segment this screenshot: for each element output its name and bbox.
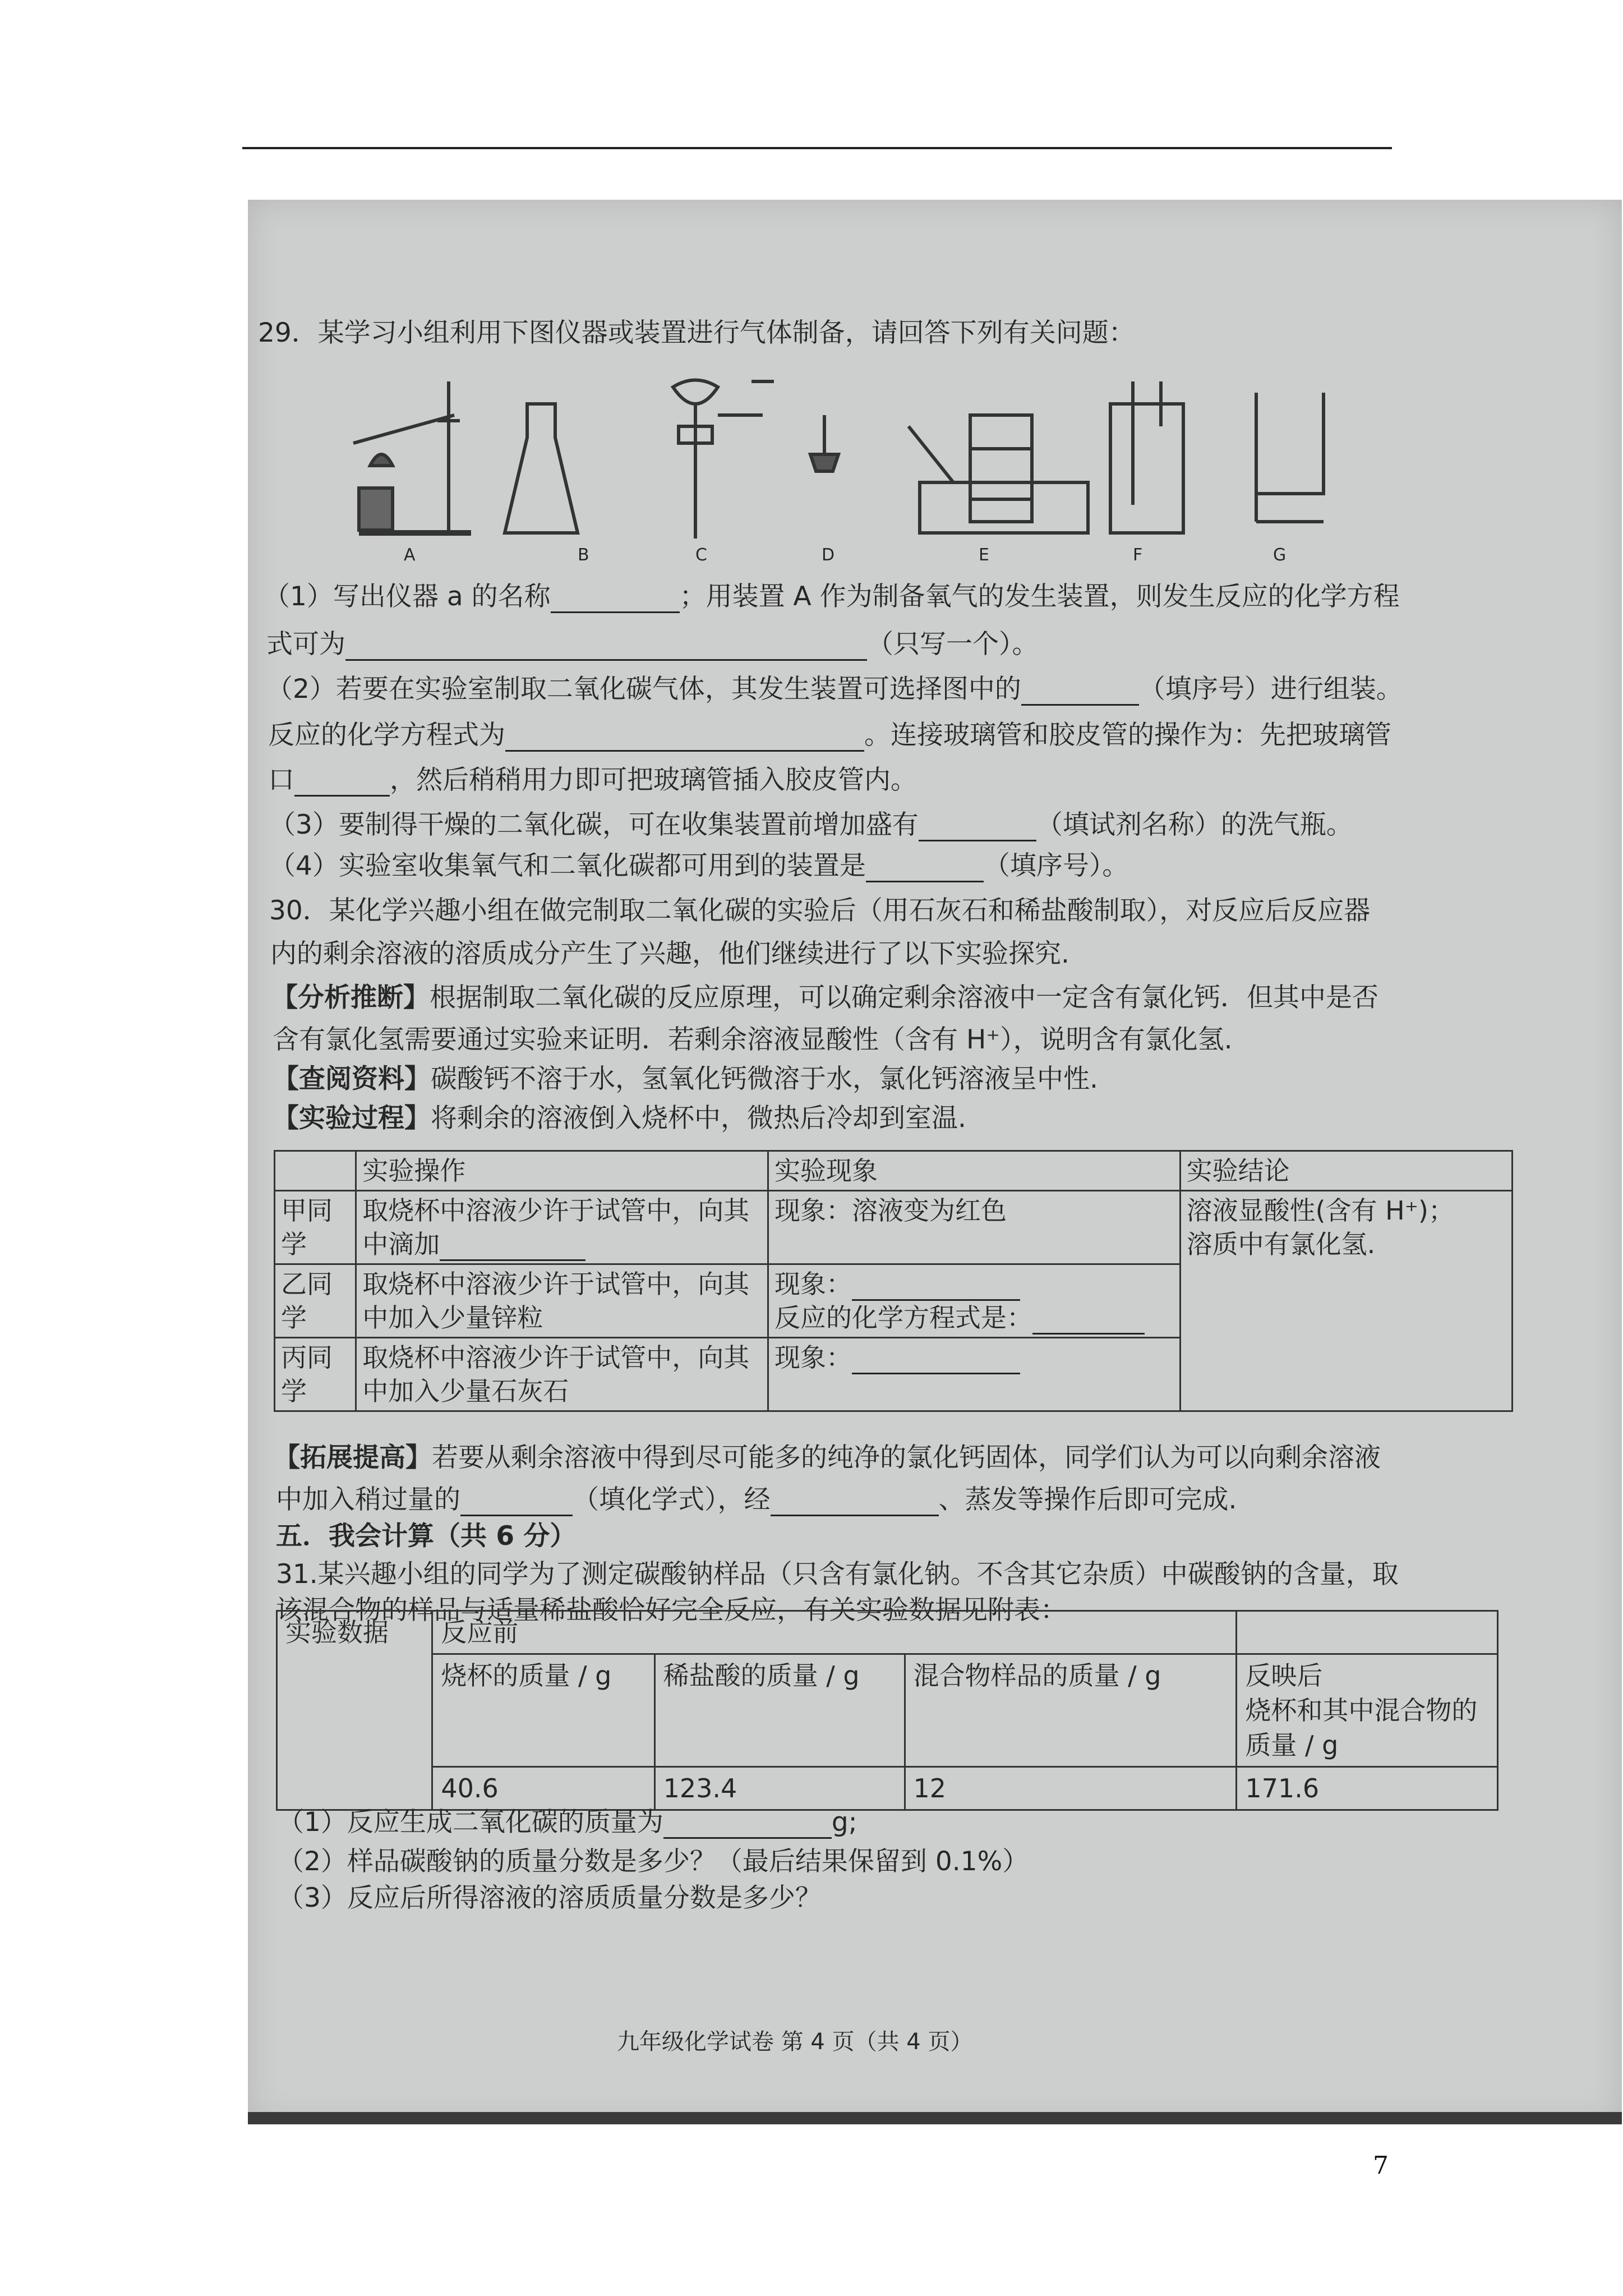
- label-d: D: [822, 545, 835, 565]
- header-before: 反应前: [432, 1611, 1237, 1654]
- q29-part3: （3）要制得干燥的二氧化碳，可在收集装置前增加盛有 （填试剂名称）的洗气瓶。: [269, 809, 1353, 840]
- table-header-row: [275, 1151, 1513, 1191]
- blank-collect-device[interactable]: [866, 856, 984, 882]
- header-rule: [242, 147, 1392, 149]
- q30-line1: 30．某化学兴趣小组在做完制取二氧化碳的实验后（用石灰石和稀盐酸制取），对反应后反应器: [269, 895, 1371, 926]
- apparatus-e: [909, 415, 1088, 533]
- q29-part4: （4）实验室收集氧气和二氧化碳都可用到的装置是 （填序号）。: [269, 850, 1129, 881]
- q29-part2-line3: 口 ，然后稍稍用力即可把玻璃管插入胶皮管内。: [268, 765, 917, 795]
- blank-co2-mass[interactable]: [663, 1812, 832, 1839]
- blank-co2-device[interactable]: [1021, 679, 1139, 706]
- apparatus-f: [1110, 381, 1183, 533]
- label-c: C: [695, 545, 707, 565]
- blank-instrument-a[interactable]: [551, 587, 680, 613]
- table-row: [277, 1767, 1498, 1810]
- label-f: F: [1133, 545, 1143, 565]
- exam-footer: 九年级化学试卷 第 4 页（共 4 页）: [617, 2029, 973, 2055]
- q29-part2-line2: 反应的化学方程式为 。连接玻璃管和胶皮管的操作为：先把玻璃管: [268, 720, 1391, 751]
- table-corner: [275, 1151, 356, 1191]
- student-bing: 丙同学: [275, 1338, 356, 1411]
- header-after-spacer: [1237, 1611, 1498, 1654]
- q30-procedure: 【实验过程】将剩余的溶液倒入烧杯中，微热后冷却到室温.: [273, 1103, 966, 1134]
- blank-tube-operation[interactable]: [294, 770, 390, 797]
- table-row: [277, 1611, 1498, 1654]
- blank-zinc-equation[interactable]: [1032, 1308, 1145, 1335]
- col-hcl-mass: 稀盐酸的质量 / g: [654, 1654, 905, 1767]
- apparatus-b: [505, 404, 578, 533]
- value-after-mass: 171.6: [1237, 1767, 1498, 1810]
- label-g: G: [1273, 545, 1287, 565]
- q29-part1-line2: 式可为 （只写一个）。: [266, 629, 1039, 660]
- phenomenon-jia: 现象：溶液变为红色: [768, 1191, 1180, 1264]
- value-sample-mass: 12: [905, 1767, 1237, 1810]
- operation-jia: 取烧杯中溶液少许于试管中，向其 中滴加: [356, 1191, 768, 1264]
- blank-equation-co2[interactable]: [505, 725, 864, 752]
- label-e: E: [979, 545, 989, 565]
- q29-part2-line1: （2）若要在实验室制取二氧化碳气体，其发生装置可选择图中的 （填序号）进行组装。: [266, 674, 1403, 705]
- photo-edge: [248, 2112, 1622, 2124]
- q30-extension-line1: 【拓展提高】若要从剩余溶液中得到尽可能多的纯净的氯化钙固体，同学们认为可以向剩余溶液: [274, 1442, 1381, 1473]
- data-table: [276, 1610, 1498, 1811]
- q31-sub3: （3）反应后所得溶液的溶质质量分数是多少？: [278, 1883, 822, 1913]
- header-phenomenon: 实验现象: [768, 1151, 1180, 1191]
- table-row: [277, 1654, 1498, 1767]
- q30-analysis-line1: 【分析推断】根据制取二氧化碳的反应原理，可以确定剩余溶液中一定含有氯化钙．但其中是否: [271, 982, 1378, 1013]
- blank-indicator[interactable]: [440, 1235, 585, 1261]
- blank-equation-o2[interactable]: [345, 634, 867, 661]
- blank-drying-reagent[interactable]: [919, 815, 1036, 841]
- q30-analysis-line2: 含有氯化氢需要通过实验来证明．若剩余溶液显酸性（含有 H⁺），说明含有氯化氢.: [273, 1024, 1233, 1055]
- section-5-title: 五．我会计算（共 6 分）: [276, 1521, 577, 1552]
- q30-reference: 【查阅资料】碳酸钙不溶于水，氢氧化钙微溶于水，氯化钙溶液呈中性.: [273, 1064, 1098, 1094]
- value-beaker-mass: 40.6: [432, 1767, 654, 1810]
- header-conclusion: 实验结论: [1180, 1151, 1512, 1191]
- col-after: 反映后 烧杯和其中混合物的质量 / g: [1237, 1654, 1498, 1767]
- row-label-data: 实验数据: [277, 1611, 432, 1810]
- apparatus-d: [810, 415, 838, 471]
- label-a: A: [404, 545, 416, 565]
- experiment-table: [274, 1150, 1513, 1412]
- q30-line2: 内的剩余溶液的溶质成分产生了兴趣，他们继续进行了以下实验探究.: [270, 938, 1069, 969]
- q31-line1: 31.某兴趣小组的同学为了测定碳酸钠样品（只含有氯化钠。不含其它杂质）中碳酸钠的含量，取: [276, 1559, 1399, 1590]
- blank-formula[interactable]: [460, 1490, 573, 1516]
- operation-bing: 取烧杯中溶液少许于试管中，向其 中加入少量石灰石: [356, 1338, 768, 1411]
- phenomenon-bing: 现象：: [768, 1338, 1180, 1411]
- col-sample-mass: 混合物样品的质量 / g: [905, 1654, 1237, 1767]
- blank-zinc-phenomenon[interactable]: [852, 1274, 1020, 1301]
- operation-yi: 取烧杯中溶液少许于试管中，向其 中加入少量锌粒: [356, 1264, 768, 1338]
- q29-intro: 29．某学习小组利用下图仪器或装置进行气体制备，请回答下列有关问题：: [258, 318, 1135, 348]
- q30-extension-line2: 中加入稍过量的 （填化学式），经 、蒸发等操作后即可完成.: [276, 1484, 1237, 1515]
- apparatus-diagram: [336, 370, 1346, 572]
- phenomenon-yi: 现象： 反应的化学方程式是：: [768, 1264, 1180, 1338]
- conclusion-cell: 溶液显酸性(含有 H⁺)； 溶质中有氯化氢.: [1180, 1191, 1512, 1411]
- table-row: [275, 1191, 1513, 1264]
- value-hcl-mass: 123.4: [654, 1767, 905, 1810]
- q31-sub1: （1）反应生成二氧化碳的质量为 g;: [278, 1807, 857, 1838]
- apparatus-g: [1256, 393, 1324, 522]
- q31-line2: 该混合物的样品与适量稀盐酸恰好完全反应，有关实验数据见附表：: [276, 1595, 1067, 1626]
- blank-operation[interactable]: [771, 1490, 939, 1516]
- header-operation: 实验操作: [356, 1151, 768, 1191]
- apparatus-a: [353, 381, 471, 533]
- label-b: B: [578, 545, 589, 565]
- blank-limestone-phenomenon[interactable]: [852, 1348, 1020, 1374]
- page-number: 7: [1373, 2151, 1389, 2180]
- student-yi: 乙同学: [275, 1264, 356, 1338]
- col-beaker-mass: 烧杯的质量 / g: [432, 1654, 654, 1767]
- student-jia: 甲同学: [275, 1191, 356, 1264]
- q29-part1-line1: （1）写出仪器 a 的名称 ；用装置 A 作为制备氧气的发生装置，则发生反应的化学方程: [264, 581, 1400, 612]
- apparatus-c: [673, 380, 774, 539]
- q31-sub2: （2）样品碳酸钠的质量分数是多少？（最后结果保留到 0.1%）: [278, 1846, 1029, 1877]
